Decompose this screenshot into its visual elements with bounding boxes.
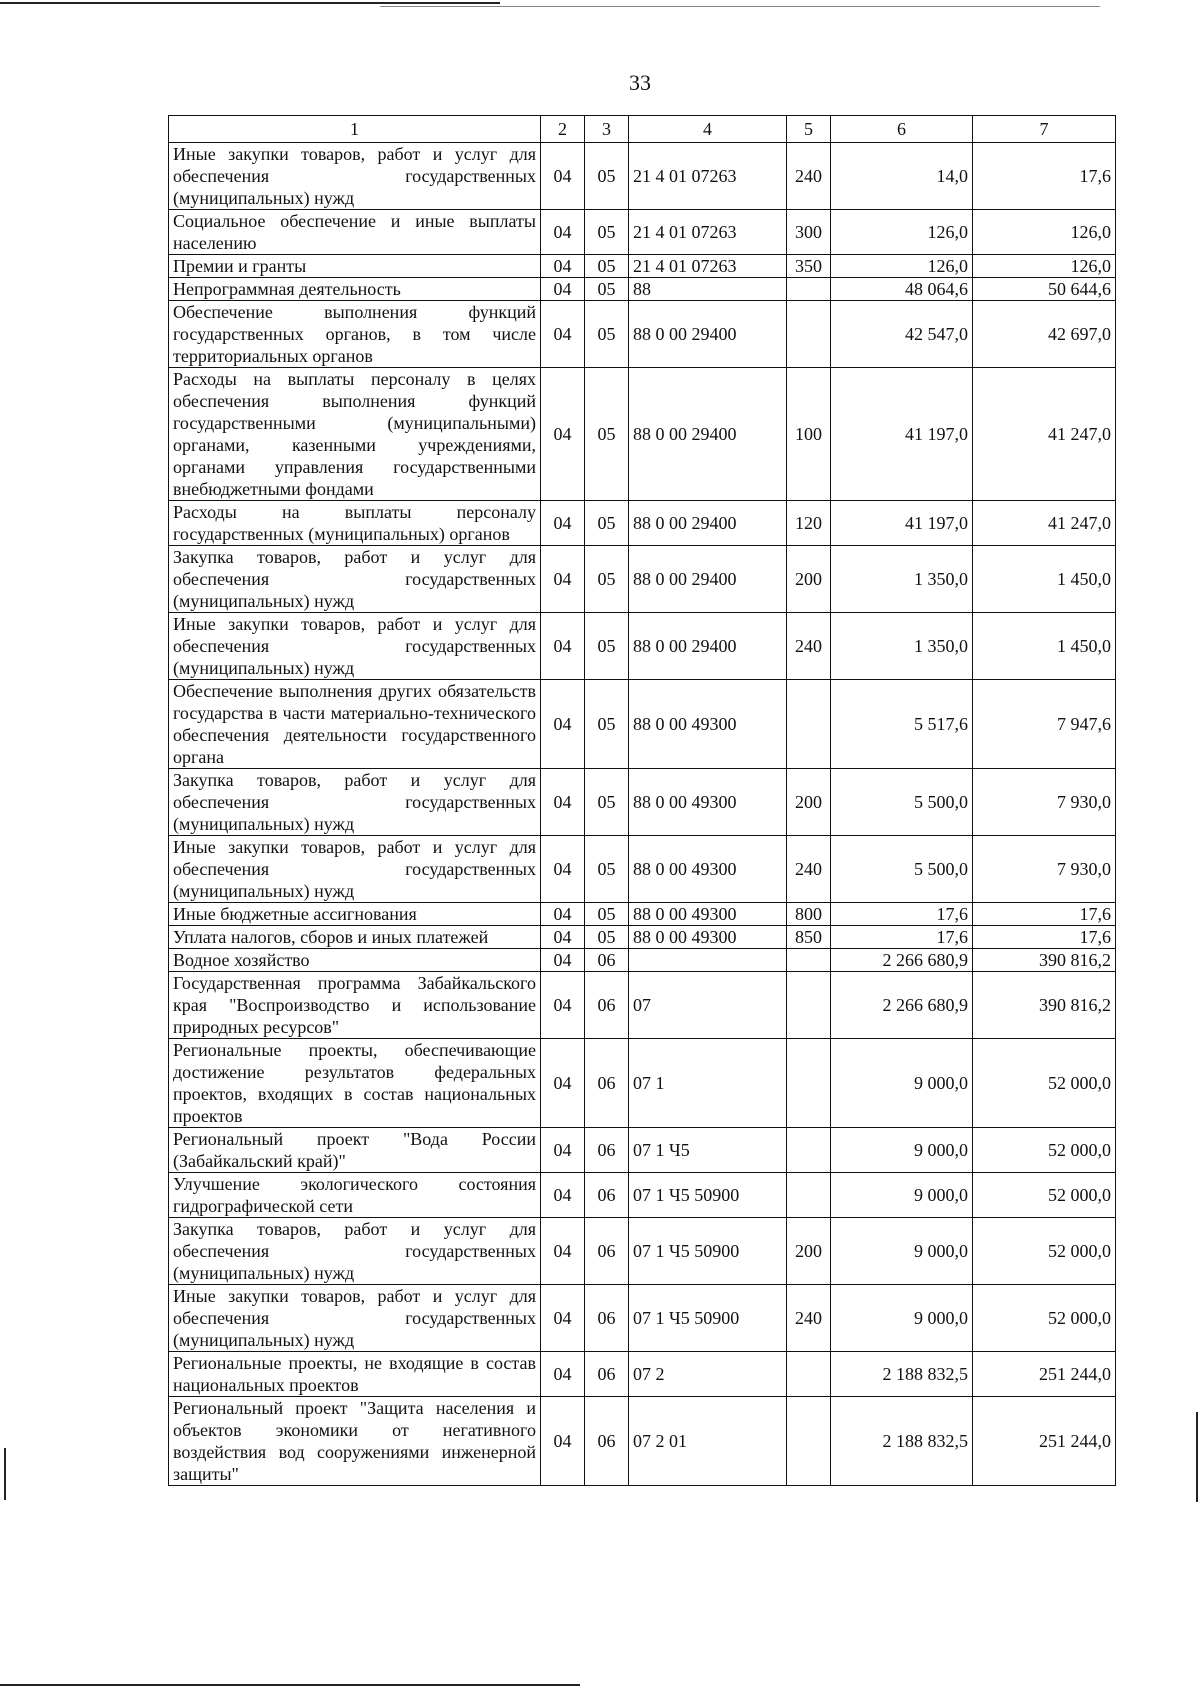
row-col5-cell	[787, 1352, 831, 1397]
row-name-cell: Закупка товаров, работ и услуг для обеспечения государственных (муниципальных) нужд	[169, 1218, 541, 1285]
row-amount7-cell: 7 930,0	[973, 769, 1116, 836]
row-name-cell: Обеспечение выполнения функций государственных органов, в том числе территориальных органов	[169, 301, 541, 368]
row-amount6-cell: 48 064,6	[831, 278, 973, 301]
row-amount7-cell: 126,0	[973, 255, 1116, 278]
row-amount6-cell: 42 547,0	[831, 301, 973, 368]
table-row	[169, 368, 1116, 501]
table-row	[169, 926, 1116, 949]
row-amount7-cell: 52 000,0	[973, 1173, 1116, 1218]
row-col3-cell: 05	[585, 278, 629, 301]
row-col3-cell: 06	[585, 1218, 629, 1285]
row-amount6-cell: 2 266 680,9	[831, 949, 973, 972]
row-col2-cell: 04	[541, 255, 585, 278]
table-row	[169, 143, 1116, 210]
row-code-cell: 07 1	[629, 1039, 787, 1128]
row-name-cell: Иные закупки товаров, работ и услуг для обеспечения государственных (муниципальных) нужд	[169, 143, 541, 210]
row-name-cell: Социальное обеспечение и иные выплаты населению	[169, 210, 541, 255]
row-col3-cell: 06	[585, 1285, 629, 1352]
row-col5-cell	[787, 1039, 831, 1128]
row-code-cell: 07 1 Ч5	[629, 1128, 787, 1173]
row-col2-cell: 04	[541, 1173, 585, 1218]
row-amount7-cell: 251 244,0	[973, 1397, 1116, 1486]
row-amount6-cell: 41 197,0	[831, 501, 973, 546]
row-col3-cell: 05	[585, 210, 629, 255]
row-amount7-cell: 52 000,0	[973, 1039, 1116, 1128]
row-col3-cell: 05	[585, 546, 629, 613]
table-row	[169, 278, 1116, 301]
row-code-cell	[629, 949, 787, 972]
table-row	[169, 1218, 1116, 1285]
row-code-cell: 07 1 Ч5 50900	[629, 1285, 787, 1352]
row-col5-cell: 800	[787, 903, 831, 926]
table-row	[169, 613, 1116, 680]
row-col3-cell: 05	[585, 143, 629, 210]
row-amount7-cell: 390 816,2	[973, 972, 1116, 1039]
row-col2-cell: 04	[541, 501, 585, 546]
table-row	[169, 836, 1116, 903]
row-col5-cell: 200	[787, 769, 831, 836]
row-amount6-cell: 2 188 832,5	[831, 1397, 973, 1486]
row-amount6-cell: 2 266 680,9	[831, 972, 973, 1039]
row-code-cell: 07 2 01	[629, 1397, 787, 1486]
row-col3-cell: 05	[585, 836, 629, 903]
row-col3-cell: 05	[585, 255, 629, 278]
row-code-cell: 88 0 00 29400	[629, 368, 787, 501]
row-col3-cell: 06	[585, 1128, 629, 1173]
row-amount6-cell: 9 000,0	[831, 1285, 973, 1352]
row-col2-cell: 04	[541, 210, 585, 255]
row-name-cell: Региональный проект "Защита населения и объектов экономики от негативного воздействия вод сооружениями инженерной защиты"	[169, 1397, 541, 1486]
row-col3-cell: 06	[585, 1397, 629, 1486]
row-col5-cell: 240	[787, 836, 831, 903]
row-amount7-cell: 41 247,0	[973, 368, 1116, 501]
row-code-cell: 88 0 00 49300	[629, 926, 787, 949]
table-row	[169, 903, 1116, 926]
row-col3-cell: 05	[585, 613, 629, 680]
table-row	[169, 1397, 1116, 1486]
row-code-cell: 21 4 01 07263	[629, 210, 787, 255]
row-col5-cell: 300	[787, 210, 831, 255]
row-amount7-cell: 17,6	[973, 903, 1116, 926]
row-col5-cell	[787, 1173, 831, 1218]
row-col3-cell: 06	[585, 1039, 629, 1128]
row-col3-cell: 06	[585, 949, 629, 972]
row-col5-cell: 240	[787, 613, 831, 680]
row-amount6-cell: 1 350,0	[831, 613, 973, 680]
row-col3-cell: 06	[585, 1173, 629, 1218]
row-col5-cell: 120	[787, 501, 831, 546]
table-row	[169, 1039, 1116, 1128]
row-name-cell: Иные закупки товаров, работ и услуг для обеспечения государственных (муниципальных) нужд	[169, 836, 541, 903]
table-row	[169, 972, 1116, 1039]
row-code-cell: 07 1 Ч5 50900	[629, 1218, 787, 1285]
row-amount6-cell: 9 000,0	[831, 1039, 973, 1128]
row-amount6-cell: 17,6	[831, 926, 973, 949]
row-amount7-cell: 126,0	[973, 210, 1116, 255]
row-amount7-cell: 41 247,0	[973, 501, 1116, 546]
header-col-1: 1	[169, 116, 541, 143]
row-amount6-cell: 41 197,0	[831, 368, 973, 501]
row-col5-cell: 240	[787, 143, 831, 210]
row-col5-cell: 350	[787, 255, 831, 278]
row-code-cell: 88 0 00 29400	[629, 501, 787, 546]
row-amount7-cell: 251 244,0	[973, 1352, 1116, 1397]
row-code-cell: 88 0 00 49300	[629, 680, 787, 769]
row-col2-cell: 04	[541, 680, 585, 769]
table-row	[169, 949, 1116, 972]
row-col5-cell	[787, 972, 831, 1039]
header-col-6: 6	[831, 116, 973, 143]
row-col2-cell: 04	[541, 301, 585, 368]
row-col5-cell	[787, 301, 831, 368]
table-row	[169, 680, 1116, 769]
row-name-cell: Непрограммная деятельность	[169, 278, 541, 301]
row-amount7-cell: 52 000,0	[973, 1128, 1116, 1173]
row-col2-cell: 04	[541, 1218, 585, 1285]
row-amount6-cell: 17,6	[831, 903, 973, 926]
row-col2-cell: 04	[541, 972, 585, 1039]
table-row	[169, 769, 1116, 836]
row-code-cell: 07	[629, 972, 787, 1039]
row-amount7-cell: 1 450,0	[973, 546, 1116, 613]
row-amount6-cell: 2 188 832,5	[831, 1352, 973, 1397]
row-name-cell: Обеспечение выполнения других обязательств государства в части материально-технического обеспечения деятельности государственного органа	[169, 680, 541, 769]
table-row	[169, 1173, 1116, 1218]
scan-edge-mark-right	[1196, 1412, 1198, 1502]
row-col5-cell: 200	[787, 1218, 831, 1285]
row-amount7-cell: 7 930,0	[973, 836, 1116, 903]
table-row	[169, 255, 1116, 278]
scan-edge-line-bottom	[0, 1684, 580, 1686]
row-name-cell: Закупка товаров, работ и услуг для обеспечения государственных (муниципальных) нужд	[169, 769, 541, 836]
row-name-cell: Расходы на выплаты персоналу в целях обеспечения выполнения функций государственными (муниципальными) органами, казенными учреждениями, органами управления государственными внебюджетными фондами	[169, 368, 541, 501]
budget-table	[168, 115, 1116, 1486]
table-header-row	[169, 116, 1116, 143]
row-col2-cell: 04	[541, 769, 585, 836]
row-code-cell: 88 0 00 29400	[629, 301, 787, 368]
row-name-cell: Государственная программа Забайкальского края "Воспроизводство и использование природных ресурсов"	[169, 972, 541, 1039]
header-col-3: 3	[585, 116, 629, 143]
page-number: 33	[629, 70, 651, 95]
row-code-cell: 88 0 00 49300	[629, 836, 787, 903]
row-col2-cell: 04	[541, 836, 585, 903]
row-amount7-cell: 7 947,6	[973, 680, 1116, 769]
row-col5-cell: 240	[787, 1285, 831, 1352]
row-amount7-cell: 42 697,0	[973, 301, 1116, 368]
row-code-cell: 88 0 00 49300	[629, 769, 787, 836]
table-body	[169, 143, 1116, 1486]
header-col-7: 7	[973, 116, 1116, 143]
header-col-2: 2	[541, 116, 585, 143]
row-name-cell: Региональный проект "Вода России (Забайкальский край)"	[169, 1128, 541, 1173]
row-col5-cell	[787, 949, 831, 972]
row-amount7-cell: 1 450,0	[973, 613, 1116, 680]
row-col2-cell: 04	[541, 278, 585, 301]
row-amount7-cell: 50 644,6	[973, 278, 1116, 301]
row-name-cell: Премии и гранты	[169, 255, 541, 278]
row-name-cell: Уплата налогов, сборов и иных платежей	[169, 926, 541, 949]
row-col5-cell	[787, 680, 831, 769]
row-amount7-cell: 17,6	[973, 143, 1116, 210]
row-col5-cell	[787, 278, 831, 301]
table-row	[169, 1128, 1116, 1173]
row-col2-cell: 04	[541, 143, 585, 210]
row-col5-cell	[787, 1397, 831, 1486]
table-row	[169, 301, 1116, 368]
row-code-cell: 21 4 01 07263	[629, 255, 787, 278]
table-row	[169, 1352, 1116, 1397]
row-col5-cell: 200	[787, 546, 831, 613]
row-name-cell: Закупка товаров, работ и услуг для обеспечения государственных (муниципальных) нужд	[169, 546, 541, 613]
row-code-cell: 07 1 Ч5 50900	[629, 1173, 787, 1218]
row-name-cell: Иные бюджетные ассигнования	[169, 903, 541, 926]
row-amount6-cell: 5 517,6	[831, 680, 973, 769]
row-col2-cell: 04	[541, 949, 585, 972]
row-col2-cell: 04	[541, 1039, 585, 1128]
row-col3-cell: 05	[585, 680, 629, 769]
row-amount6-cell: 1 350,0	[831, 546, 973, 613]
row-code-cell: 88 0 00 49300	[629, 903, 787, 926]
row-code-cell: 88 0 00 29400	[629, 546, 787, 613]
row-col5-cell: 850	[787, 926, 831, 949]
row-col3-cell: 05	[585, 301, 629, 368]
row-name-cell: Региональные проекты, не входящие в состав национальных проектов	[169, 1352, 541, 1397]
row-amount6-cell: 5 500,0	[831, 769, 973, 836]
row-amount6-cell: 126,0	[831, 210, 973, 255]
row-amount6-cell: 5 500,0	[831, 836, 973, 903]
header-col-4: 4	[629, 116, 787, 143]
table-row	[169, 546, 1116, 613]
row-amount6-cell: 9 000,0	[831, 1128, 973, 1173]
table-row	[169, 501, 1116, 546]
row-col3-cell: 05	[585, 368, 629, 501]
row-col3-cell: 06	[585, 1352, 629, 1397]
row-col3-cell: 05	[585, 769, 629, 836]
row-col2-cell: 04	[541, 1397, 585, 1486]
header-col-5: 5	[787, 116, 831, 143]
row-name-cell: Водное хозяйство	[169, 949, 541, 972]
row-name-cell: Иные закупки товаров, работ и услуг для обеспечения государственных (муниципальных) нужд	[169, 613, 541, 680]
row-name-cell: Иные закупки товаров, работ и услуг для обеспечения государственных (муниципальных) нужд	[169, 1285, 541, 1352]
row-amount7-cell: 52 000,0	[973, 1218, 1116, 1285]
row-amount7-cell: 390 816,2	[973, 949, 1116, 972]
row-amount6-cell: 9 000,0	[831, 1173, 973, 1218]
row-code-cell: 88	[629, 278, 787, 301]
row-col5-cell: 100	[787, 368, 831, 501]
row-col2-cell: 04	[541, 1285, 585, 1352]
row-col3-cell: 06	[585, 972, 629, 1039]
row-col2-cell: 04	[541, 613, 585, 680]
row-col3-cell: 05	[585, 926, 629, 949]
row-amount7-cell: 17,6	[973, 926, 1116, 949]
row-amount7-cell: 52 000,0	[973, 1285, 1116, 1352]
row-col2-cell: 04	[541, 546, 585, 613]
row-name-cell: Расходы на выплаты персоналу государственных (муниципальных) органов	[169, 501, 541, 546]
row-code-cell: 21 4 01 07263	[629, 143, 787, 210]
row-code-cell: 07 2	[629, 1352, 787, 1397]
row-col2-cell: 04	[541, 368, 585, 501]
row-col2-cell: 04	[541, 1352, 585, 1397]
row-col3-cell: 05	[585, 903, 629, 926]
row-amount6-cell: 126,0	[831, 255, 973, 278]
table-row	[169, 210, 1116, 255]
row-code-cell: 88 0 00 29400	[629, 613, 787, 680]
row-col2-cell: 04	[541, 903, 585, 926]
row-name-cell: Региональные проекты, обеспечивающие достижение результатов федеральных проектов, входящих в состав национальных проектов	[169, 1039, 541, 1128]
scan-edge-line-top	[0, 2, 500, 4]
row-col2-cell: 04	[541, 1128, 585, 1173]
row-amount6-cell: 14,0	[831, 143, 973, 210]
scan-edge-line-top-faint	[380, 6, 1100, 7]
row-col3-cell: 05	[585, 501, 629, 546]
row-name-cell: Улучшение экологического состояния гидрографической сети	[169, 1173, 541, 1218]
row-col5-cell	[787, 1128, 831, 1173]
row-col2-cell: 04	[541, 926, 585, 949]
row-amount6-cell: 9 000,0	[831, 1218, 973, 1285]
table-row	[169, 1285, 1116, 1352]
scan-edge-mark-left	[4, 1448, 6, 1500]
